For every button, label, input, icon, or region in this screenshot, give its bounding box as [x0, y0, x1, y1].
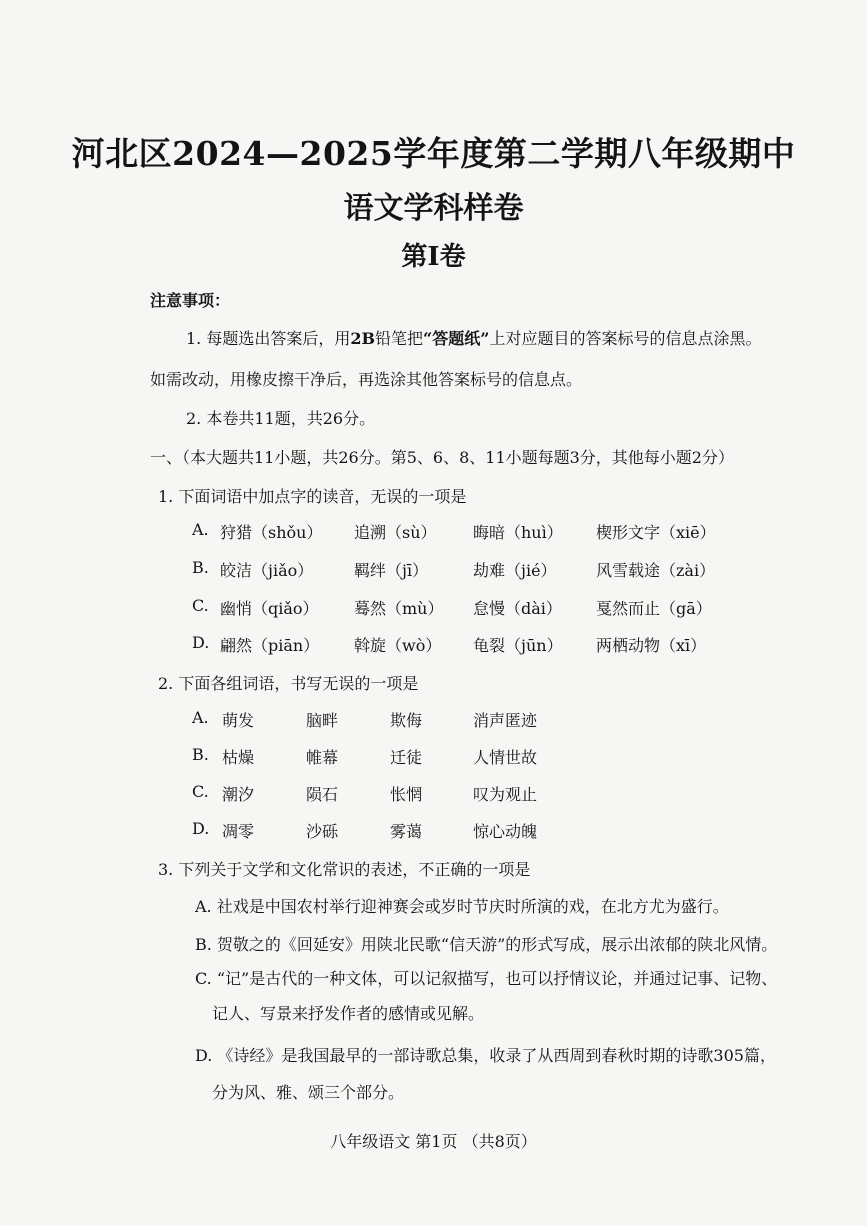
- volume-title: 第I卷: [401, 242, 466, 272]
- q2-option-word: 枯燥: [222, 748, 255, 767]
- q1-option-label: C.: [192, 596, 209, 615]
- q2-option-word: 雾蔼: [390, 822, 423, 841]
- q2-option-word: 人情世故: [473, 748, 538, 767]
- section-heading: 一、（本大题共11小题，共26分。第5、6、8、11小题每题3分，其他每小题2分）: [150, 448, 734, 467]
- q1-option-word: 两栖动物（xī）: [596, 636, 707, 655]
- notes-item-1-cont: 如需改动，用橡皮擦干净后，再选涂其他答案标号的信息点。: [150, 370, 583, 389]
- q2-option-label: B.: [192, 745, 209, 764]
- q2-option-label: C.: [192, 782, 209, 801]
- q1-option-word: 晦暗（huì）: [473, 523, 563, 542]
- q2-option-label: A.: [192, 708, 209, 727]
- notes-heading: 注意事项：: [150, 291, 231, 310]
- q1-option-word: 怠慢（dài）: [473, 599, 562, 618]
- q2-option-word: 潮汐: [222, 785, 255, 804]
- q1-option-word: 风雪载途（zài）: [596, 561, 716, 580]
- q1-option-word: 狩猎（shǒu）: [220, 523, 323, 542]
- question-3-stem: 3. 下列关于文学和文化常识的表述，不正确的一项是: [158, 860, 531, 879]
- q3-option-c-cont: 记人、写景来抒发作者的感情或见解。: [212, 1004, 485, 1023]
- q1-option-word: 戛然而止（gā）: [596, 599, 712, 618]
- q2-option-word: 沙砾: [306, 822, 339, 841]
- question-1-stem: 1. 下面词语中加点字的读音，无误的一项是: [158, 487, 467, 506]
- q3-option-a: A. 社戏是中国农村举行迎神赛会或岁时节庆时所演的戏，在北方尤为盛行。: [195, 897, 729, 916]
- q2-option-word: 消声匿迹: [473, 711, 538, 730]
- q2-option-word: 叹为观止: [473, 785, 538, 804]
- q1-option-word: 龟裂（jūn）: [473, 636, 563, 655]
- q1-option-word: 蓦然（mù）: [354, 599, 444, 618]
- q1-option-word: 追溯（sù）: [354, 523, 437, 542]
- q3-option-c: C. “记”是古代的一种文体，可以记叙描写，也可以抒情议论，并通过记事、记物、: [195, 969, 778, 988]
- q1-option-label: A.: [192, 520, 209, 539]
- q1-option-label: B.: [192, 558, 209, 577]
- q1-option-word: 斡旋（wò）: [354, 636, 442, 655]
- q2-option-word: 萌发: [222, 711, 255, 730]
- q3-option-d: D. 《诗经》是我国最早的一部诗歌总集，收录了从西周到春秋时期的诗歌305篇，: [195, 1046, 776, 1065]
- exam-title: 河北区2024—2025学年度第二学期八年级期中: [71, 134, 796, 173]
- q2-option-word: 凋零: [222, 822, 255, 841]
- q3-option-b: B. 贺敬之的《回延安》用陕北民歌“信天游”的形式写成，展示出浓郁的陕北风情。: [195, 935, 778, 954]
- q2-option-word: 帷幕: [306, 748, 339, 767]
- question-2-stem: 2. 下面各组词语，书写无误的一项是: [158, 674, 419, 693]
- q3-option-d-cont: 分为风、雅、颂三个部分。: [212, 1083, 405, 1102]
- q2-option-word: 迁徒: [390, 748, 423, 767]
- q2-option-word: 陨石: [306, 785, 339, 804]
- q2-option-word: 欺侮: [390, 711, 423, 730]
- q1-option-label: D.: [192, 633, 210, 652]
- q1-option-word: 幽悄（qiǎo）: [220, 599, 319, 618]
- exam-subtitle: 语文学科样卷: [343, 191, 524, 226]
- notes-item-1: 1. 每题选出答案后，用2B铅笔把“答题纸”上对应题目的答案标号的信息点涂黑。: [186, 329, 762, 348]
- q1-option-word: 皎洁（jiǎo）: [220, 561, 314, 580]
- q1-option-word: 劫难（jié）: [473, 561, 557, 580]
- q2-option-word: 脑畔: [306, 711, 339, 730]
- q1-option-word: 翩然（piān）: [220, 636, 320, 655]
- q1-option-word: 楔形文字（xiē）: [596, 523, 716, 542]
- q2-option-label: D.: [192, 819, 210, 838]
- page-footer: 八年级语文 第1页 （共8页）: [330, 1132, 537, 1151]
- notes-item-2: 2. 本卷共11题，共26分。: [186, 409, 376, 428]
- q2-option-word: 惊心动魄: [473, 822, 538, 841]
- q2-option-word: 怅惘: [390, 785, 423, 804]
- q1-option-word: 羁绊（jī）: [354, 561, 429, 580]
